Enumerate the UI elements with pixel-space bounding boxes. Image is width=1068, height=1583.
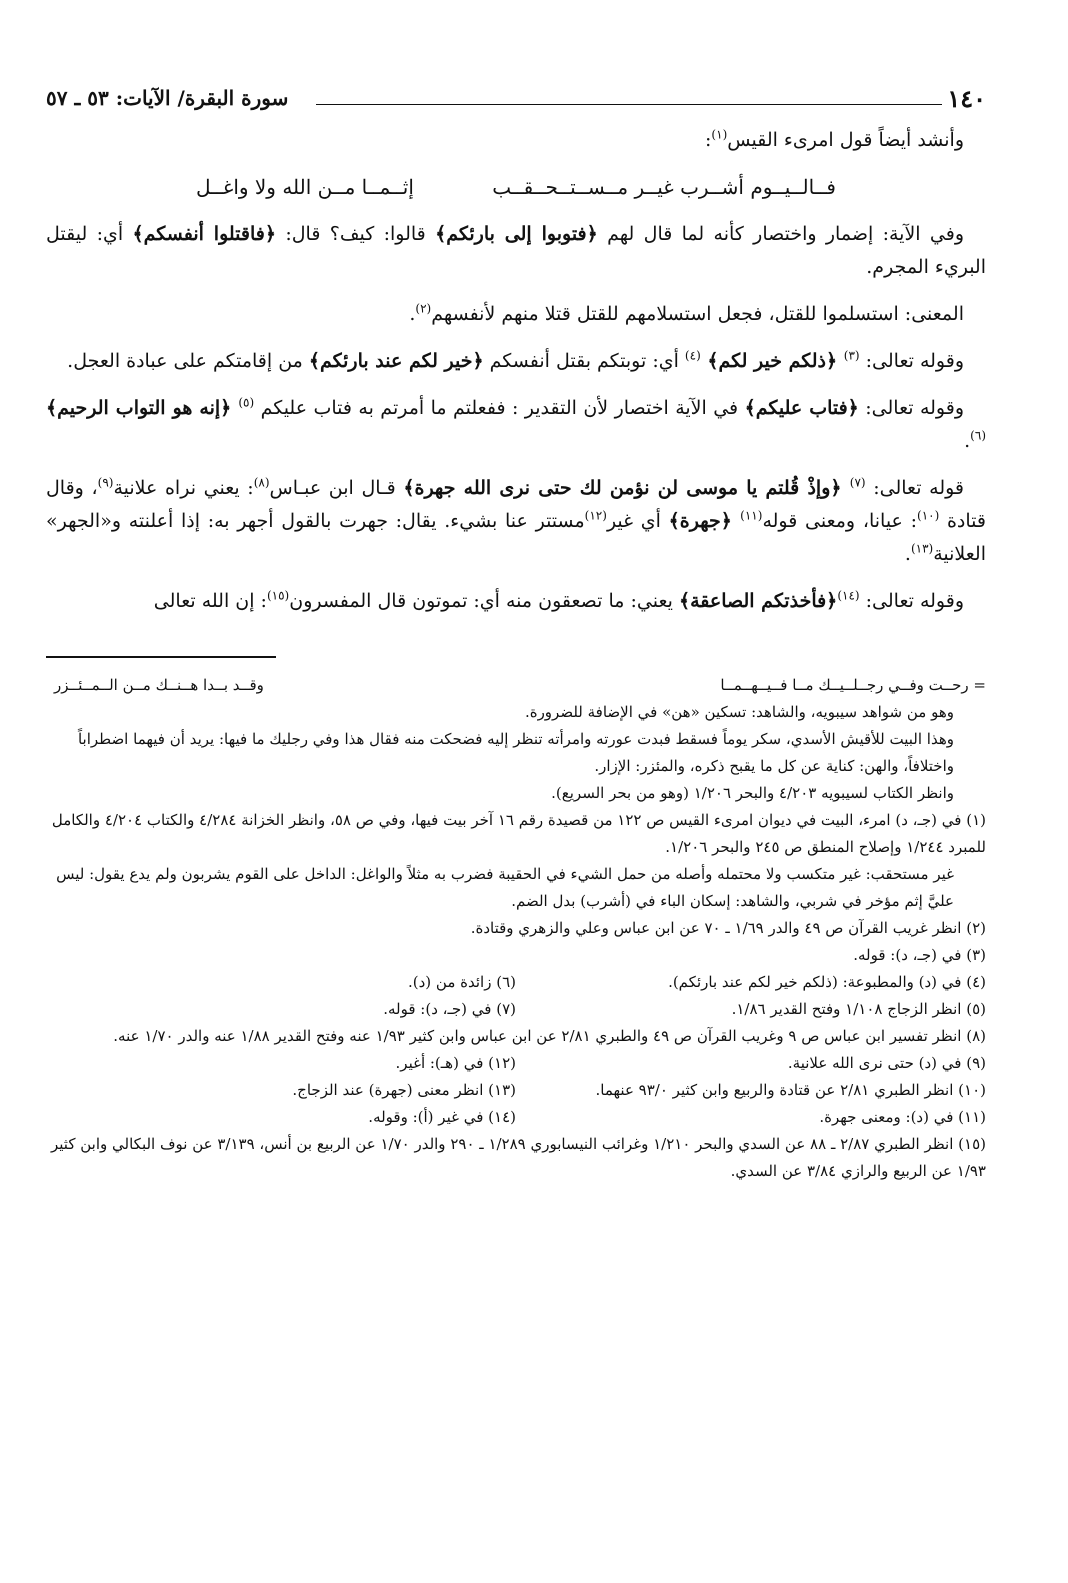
footnote-ref[interactable]: (٤) bbox=[684, 348, 701, 363]
quran-quote: ﴿وإذْ قُلتم يا موسى لن نؤمن لك حتى نرى الله جهرة﴾ bbox=[403, 477, 850, 499]
quran-quote: ﴿فتوبوا إلى بارئكم﴾ bbox=[435, 223, 598, 245]
footnote-ref[interactable]: (٩) bbox=[97, 475, 114, 490]
footnote-1: (١) في (جـ، د) امرء، البيت في ديوان امرىء القيس ص ١٢٢ من قصيدة رقم ١٦ آخر بيت فيها، وفي ص ٥٨، وانظر الخزانة ٤/٢٨٤ والكتاب ٤/٢٠٤ والكامل للمبرد ١/٢٤٤ وإصلاح المنطق ص ٢٤٥ والبحر ١/٢٠٦. bbox=[51, 811, 986, 856]
footnote-10: (١٠) انظر الطبري ٢/٨١ عن قتادة والربيع وابن كثير ٩٣/٠ عنهما. bbox=[595, 1081, 986, 1099]
paragraph-text: : يعني نراه علانية bbox=[113, 477, 254, 499]
paragraph-text: : عيانا، ومعنى قوله bbox=[762, 510, 917, 532]
paragraph-text: وقوله تعالى: bbox=[859, 590, 964, 612]
paragraph-text: وقوله تعالى: bbox=[859, 350, 964, 372]
paragraph-text: . bbox=[964, 430, 971, 452]
footnote-6: (٦) زائدة من (د). bbox=[407, 973, 516, 991]
poetry-verse bbox=[196, 171, 836, 204]
footnote-ref[interactable]: (١٢) bbox=[584, 508, 607, 523]
footnote-ref[interactable]: (١٤) bbox=[837, 588, 860, 603]
footnote-row bbox=[46, 969, 986, 996]
footnote-3: (٣) في (جـ، د): قوله. bbox=[853, 946, 986, 964]
paragraph-text: في الآية اختصار لأن التقدير : ففعلتم ما أمرتم به فتاب عليكم bbox=[254, 397, 745, 419]
running-title: سورة البقرة/ الآيات: ٥٣ ـ ٥٧ bbox=[46, 86, 289, 110]
footnote-ref[interactable]: (٣) bbox=[843, 348, 860, 363]
footnote-5: (٥) انظر الزجاج ١/١٠٨ وفتح القدير ١/٨٦. bbox=[731, 1000, 986, 1018]
verse-second-hemistich: وقــد بــدا هــنــك مــن الــمــئــزر bbox=[54, 676, 264, 694]
header-rule bbox=[316, 104, 942, 105]
footnote-2: (٢) انظر غريب القرآن ص ٤٩ والدر ١/٦٩ ـ ٧٠ عن ابن عباس وعلي والزهري وقتادة. bbox=[470, 919, 986, 937]
paragraph-text: : bbox=[705, 129, 712, 151]
paragraph-3 bbox=[46, 298, 986, 331]
footnote-ref[interactable]: (١) bbox=[711, 127, 728, 142]
paragraph-text: وقوله تعالى: bbox=[858, 397, 964, 419]
page-header bbox=[46, 84, 986, 116]
verse-second-hemistich: إثــمــا مــن الله ولا واغــل bbox=[196, 175, 414, 199]
footnote-ref[interactable]: (١٣) bbox=[910, 541, 934, 556]
paragraph-text: يعني: ما تصعقون منه أي: تموتون قال المفسرون bbox=[289, 590, 679, 612]
footnote-ref[interactable]: (٥) bbox=[238, 395, 255, 410]
footnote-continuation: وهذا البيت للأقيش الأسدي، سكر يوماً فسقط فبدت عورته وامرأته تنظر إليه فضحكت منه فقال هذا وفي رجليك ما فيها: يريد أن فيهما اضطراباً واختلافاً، والهن: كناية عن كل ما يقبح ذكره، والمئزر: الإزار. bbox=[77, 730, 954, 775]
paragraph-text: قالوا: كيف؟ قال: bbox=[276, 223, 436, 245]
quran-quote: ﴿ذلكم خير لكم﴾ bbox=[700, 350, 844, 372]
footnote-11: (١١) في (د): ومعنى جهرة. bbox=[819, 1108, 986, 1126]
footnote-verse bbox=[46, 672, 986, 699]
footnote-14: (١٤) في غير (أ): وقوله. bbox=[368, 1108, 516, 1126]
main-text bbox=[46, 124, 986, 618]
verse-first-hemistich: = رحــت وفــي رجــلــيــك مــا فــيــهــمــا bbox=[720, 676, 986, 694]
paragraph-1 bbox=[46, 124, 986, 157]
footnote-row bbox=[46, 1050, 986, 1077]
paragraph-text: . bbox=[904, 543, 911, 565]
quran-quote: ﴿فأخذتكم الصاعقة﴾ bbox=[678, 590, 838, 612]
quran-quote: ﴿إنه هو التواب الرحيم﴾ bbox=[46, 397, 239, 419]
footnote-row bbox=[46, 1077, 986, 1104]
page-number: ١٤٠ bbox=[947, 84, 986, 113]
paragraph-text: أي غير bbox=[606, 510, 669, 532]
paragraph-text: قوله تعالى: bbox=[865, 477, 965, 499]
footnote-ref[interactable]: (٨) bbox=[253, 475, 270, 490]
paragraph-4 bbox=[46, 345, 986, 378]
footnote-continuation: وهو من شواهد سيبويه، والشاهد: تسكين «هن» في الإضافة للضرورة. bbox=[524, 703, 954, 721]
paragraph-5 bbox=[46, 392, 986, 458]
footnote-row bbox=[46, 996, 986, 1023]
quran-quote: ﴿جهرة﴾ bbox=[668, 510, 741, 532]
paragraph-text: أي: ليقتل البريء المجرم. bbox=[46, 223, 986, 278]
footnote-12: (١٢) في (هـ): أغير. bbox=[395, 1054, 516, 1072]
paragraph-text: وفي الآية: إضمار واختصار كأنه لما قال لهم bbox=[597, 223, 964, 245]
footnotes bbox=[46, 672, 986, 1185]
verse-first-hemistich: فــالــيــوم أشــرب غيــر مــســتــحــقــب bbox=[492, 175, 836, 199]
footnote-ref[interactable]: (٦) bbox=[970, 428, 986, 443]
footnote-1-continuation: غير مستحقب: غير متكسب ولا محتمله وأصله من حمل الشيء في الحقيبة فضرب به مثلاً والواغل: الداخل على القوم يشربون ولم يدع يقول: ليس عليَّ إثم مؤخر في شربي، والشاهد: إسكان الباء في (أشرب) بدل الضم. bbox=[56, 865, 954, 910]
footnote-ref[interactable]: (١٠) bbox=[917, 508, 940, 523]
paragraph-text: أي: توبتكم بقتل أنفسكم bbox=[483, 350, 685, 372]
footnote-13: (١٣) انظر معنى (جهرة) عند الزجاج. bbox=[292, 1081, 516, 1099]
quran-quote: ﴿فاقتلوا أنفسكم﴾ bbox=[132, 223, 276, 245]
paragraph-2 bbox=[46, 218, 986, 284]
footnote-15: (١٥) انظر الطبري ٢/٨٧ ـ ٨٨ عن السدي والبحر ١/٢١٠ وغرائب النيسابوري ١/٢٨٩ ـ ٢٩٠ والدر ١/٧٠ عن الربيع بن أنس، ٣/١٣٩ عن نوف البكالي وابن كثير ١/٩٣ عن الربيع والرازي ٣/٨٤ عن السدي. bbox=[51, 1135, 986, 1180]
footnote-continuation: وانظر الكتاب لسيبويه ٤/٢٠٣ والبحر ١/٢٠٦ (وهو من بحر السريع). bbox=[551, 784, 954, 802]
paragraph-text: وأنشد أيضاً قول امرىء القيس bbox=[727, 129, 964, 151]
footnote-ref[interactable]: (٢) bbox=[415, 301, 432, 316]
footnote-4: (٤) في (د) والمطبوعة: (ذلكم خير لكم عند بارئكم). bbox=[668, 973, 986, 991]
paragraph-7 bbox=[46, 585, 986, 618]
paragraph-text: مستتر عنا بشيء. يقال: جهرت بالقول أجهر به: إذا أعلنته و«الجهر» العلانية bbox=[46, 510, 986, 565]
footnote-8: (٨) انظر تفسير ابن عباس ص ٩ وغريب القرآن ص ٤٩ والطبري ٢/٨١ عن ابن عباس وابن كثير ١/٩٣ عنه وفتح القدير ١/٨٨ عنه والدر ١/٧٠ عنه. bbox=[113, 1027, 986, 1045]
paragraph-text: قـال ابن عبـاس bbox=[269, 477, 404, 499]
paragraph-6 bbox=[46, 472, 986, 571]
paragraph-text: : إن الله تعالى bbox=[153, 590, 267, 612]
footnote-ref[interactable]: (١٥) bbox=[266, 588, 290, 603]
footnote-separator bbox=[46, 656, 276, 658]
footnote-ref[interactable]: (١١) bbox=[740, 508, 763, 523]
footnote-row bbox=[46, 1104, 986, 1131]
paragraph-text: المعنى: استسلموا للقتل، فجعل استسلامهم للقتل قتلا منهم لأنفسهم bbox=[431, 303, 964, 325]
paragraph-text: ، وقال قتادة bbox=[46, 477, 986, 532]
paragraph-text: . bbox=[409, 303, 416, 325]
footnote-ref[interactable]: (٧) bbox=[849, 475, 866, 490]
quran-quote: ﴿فتاب عليكم﴾ bbox=[744, 397, 859, 419]
footnote-7: (٧) في (جـ، د): قوله. bbox=[383, 1000, 516, 1018]
footnote-9: (٩) في (د) حتى نرى الله علانية. bbox=[787, 1054, 986, 1072]
quran-quote: ﴿خير لكم عند بارئكم﴾ bbox=[308, 350, 484, 372]
paragraph-text: من إقامتكم على عبادة العجل. bbox=[67, 350, 309, 372]
